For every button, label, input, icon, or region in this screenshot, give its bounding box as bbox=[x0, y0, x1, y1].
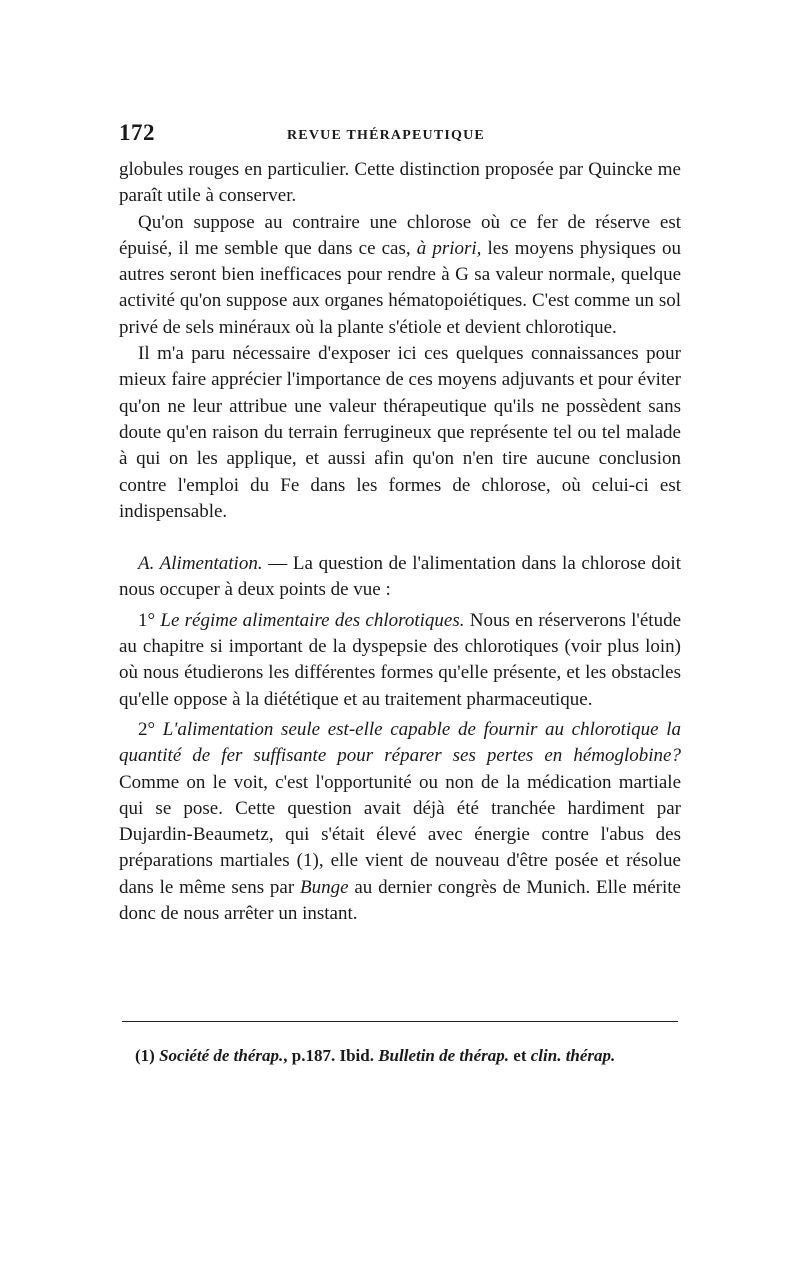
paragraph-2 bbox=[119, 210, 681, 341]
paragraph-2-italic: à priori, bbox=[416, 237, 482, 259]
section-a-alimentation bbox=[119, 551, 681, 604]
footnote-text-a: , p.187. Ibid. bbox=[283, 1046, 379, 1065]
point-1-number: 1° bbox=[138, 609, 161, 631]
point-2-author: Bunge bbox=[300, 876, 349, 898]
point-2 bbox=[119, 717, 681, 927]
point-1-title: Le régime alimentaire des chlorotiques. bbox=[160, 609, 465, 631]
footnote-divider bbox=[122, 1021, 678, 1022]
page-number: 172 bbox=[119, 120, 155, 145]
paragraph-1 bbox=[119, 157, 681, 210]
paragraph-1-text: globules rouges en particulier. Cette distinction proposée par Quincke me paraît utile à conserver. bbox=[119, 159, 681, 207]
footnote-italic-c: clin. thérap. bbox=[530, 1046, 616, 1065]
footnote bbox=[135, 1046, 685, 1066]
journal-title: REVUE THÉRAPEUTIQUE bbox=[287, 128, 485, 143]
section-intro-text: — La question de l'alimentation dans la chlorose doit nous occuper à deux points de vue : bbox=[119, 553, 681, 601]
point-2-question: L'alimentation seule est-elle capable de fournir au chlorotique la quantité de fer suffisante pour réparer ses pertes en hémoglobine? bbox=[119, 718, 681, 767]
paragraph-3 bbox=[119, 341, 681, 525]
footnote-text-b: et bbox=[509, 1046, 531, 1065]
point-2-number: 2° bbox=[138, 718, 163, 740]
paragraph-2-text-b: les moyens physiques ou autres seront bien inefficaces pour rendre à G sa valeur normale, quelque activité qu'on suppose aux organes hématopoiétiques. C'est comme un sol privé de sels minéraux où la plante s'étiole et devient chlorotique. bbox=[119, 237, 681, 338]
body-text bbox=[119, 157, 681, 927]
point-1 bbox=[119, 608, 681, 713]
footnote-marker: (1) bbox=[135, 1046, 160, 1065]
footnote-italic-b: Bulletin de thérap. bbox=[378, 1046, 510, 1065]
footnote-italic-a: Société de thérap. bbox=[159, 1046, 284, 1065]
point-1-text: Nous en réserverons l'étude au chapitre si important de la dyspepsie des chlorotiques (voir plus loin) où nous étudierons les différentes formes qu'elle présente, et les obstacles qu'elle oppose à la diététique et au traitement pharmaceutique. bbox=[119, 609, 682, 710]
section-heading: A. Alimentation. bbox=[138, 553, 263, 575]
running-head bbox=[119, 120, 681, 150]
point-2-text-a: Comme on le voit, c'est l'opportunité ou non de la médication martiale qui se pose. Cette question avait déjà été tranchée hardiment par Dujardin-Beaumetz, qui s'était élevé avec énergie contre l'abus des préparations martiales (1), elle vient de nouveau d'être posée et résolue dans le même sens par bbox=[119, 771, 681, 898]
paragraph-2-text-a: Qu'on suppose au contraire une chlorose où ce fer de réserve est épuisé, il me semble que dans ce cas, bbox=[119, 211, 681, 259]
paragraph-3-text: Il m'a paru nécessaire d'exposer ici ces quelques connaissances pour mieux faire apprécier l'importance de ces moyens adjuvants et pour éviter qu'on ne leur attribue une valeur thérapeutique qu'ils ne possèdent sans doute qu'en raison du terrain ferrugineux que représente tel ou tel malade à qui on les applique, et aussi afin qu'on n'en tire aucune conclusion contre l'emploi du Fe dans les formes de chlorose, où celui-ci est indispensable. bbox=[119, 343, 681, 522]
point-2-text-b: au dernier congrès de Munich. Elle mérite donc de nous arrêter un instant. bbox=[119, 876, 681, 925]
